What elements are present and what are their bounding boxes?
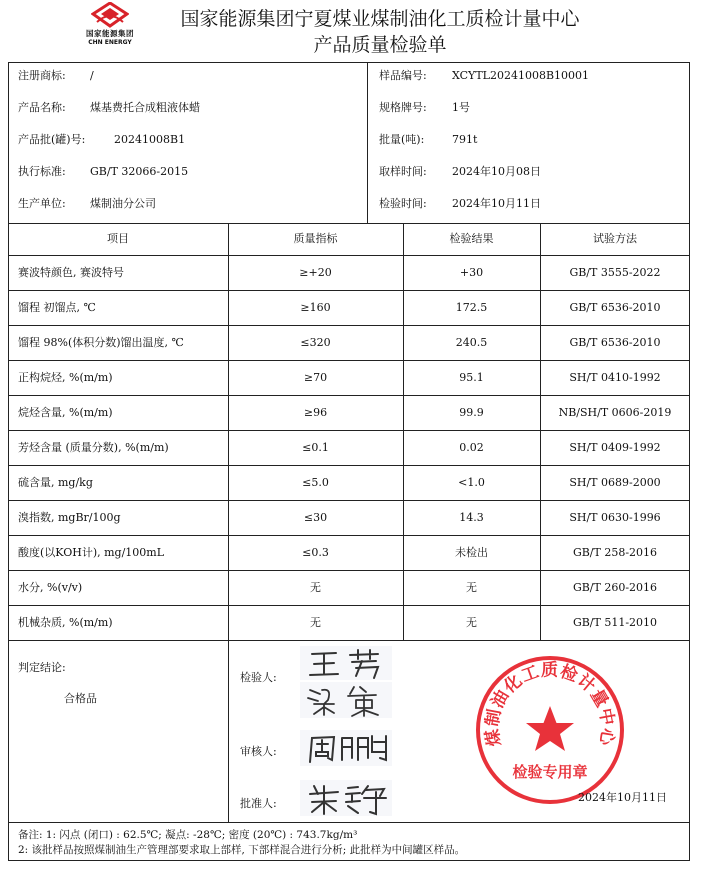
row-10-method: GB/T 260-2016 bbox=[572, 581, 658, 594]
row-1-method: GB/T 3555-2022 bbox=[569, 266, 661, 279]
product-name-value: 煤基费托合成粗液体蜡 bbox=[90, 101, 200, 114]
logo-cn-text: 国家能源集团 bbox=[86, 29, 134, 38]
spec-label: 规格牌号: bbox=[379, 101, 427, 114]
row-10-item: 水分, %(v/v) bbox=[18, 581, 83, 594]
row-6-method: SH/T 0409-1992 bbox=[569, 441, 661, 454]
trademark-value: / bbox=[90, 69, 94, 82]
header-method: 试验方法 bbox=[593, 232, 637, 245]
notes-line-2: 2: 该批样品按照煤制油生产管理部要求取上部样, 下部样混合进行分析; 此批样为中间罐区样品。 bbox=[18, 844, 466, 856]
row-3-method: GB/T 6536-2010 bbox=[569, 336, 661, 349]
sampling-time-value: 2024年10月08日 bbox=[452, 165, 541, 178]
row-9-method: GB/T 258-2016 bbox=[572, 546, 658, 559]
product-name-label: 产品名称: bbox=[18, 101, 66, 114]
chn-energy-logo bbox=[78, 2, 142, 46]
header-spec: 质量指标 bbox=[293, 232, 338, 245]
row-8-method: SH/T 0630-1996 bbox=[569, 511, 661, 524]
row-1-spec: ≥+20 bbox=[299, 266, 332, 279]
row-5-result: 99.9 bbox=[459, 406, 484, 419]
row-4-item: 正构烷烃, %(m/m) bbox=[18, 371, 113, 384]
row-2-spec: ≥160 bbox=[300, 301, 331, 314]
sample-no-value: XCYTL20241008B10001 bbox=[452, 69, 590, 82]
approver-signature bbox=[300, 780, 392, 816]
row-5-method: NB/SH/T 0606-2019 bbox=[558, 406, 672, 419]
test-time-label: 检验时间: bbox=[379, 197, 427, 210]
batch-value: 20241008B1 bbox=[114, 133, 186, 146]
row-7-item: 硫含量, mg/kg bbox=[18, 476, 93, 489]
inspection-stamp bbox=[470, 650, 630, 810]
batch-qty-value: 791t bbox=[452, 133, 478, 146]
logo-en-text: CHN ENERGY bbox=[88, 39, 132, 46]
row-5-item: 烷烃含量, %(m/m) bbox=[18, 406, 113, 419]
header-item: 项目 bbox=[107, 232, 129, 245]
spec-value: 1号 bbox=[452, 101, 470, 114]
page-subtitle: 产品质量检验单 bbox=[313, 34, 447, 56]
stamp-date: 2024年10月11日 bbox=[578, 791, 667, 804]
conclusion-value: 合格品 bbox=[64, 692, 97, 705]
row-2-method: GB/T 6536-2010 bbox=[569, 301, 661, 314]
row-7-result: <1.0 bbox=[458, 476, 485, 489]
row-6-spec: ≤0.1 bbox=[302, 441, 329, 454]
row-8-item: 溴指数, mgBr/100g bbox=[18, 511, 121, 524]
row-2-result: 172.5 bbox=[455, 301, 488, 314]
logo-mark-icon bbox=[91, 2, 129, 28]
row-4-spec: ≥70 bbox=[303, 371, 328, 384]
row-2-item: 馏程 初馏点, ℃ bbox=[18, 301, 96, 314]
batch-qty-label: 批量(吨): bbox=[379, 133, 425, 146]
standard-label: 执行标准: bbox=[18, 165, 66, 178]
inspector2-signature bbox=[300, 682, 392, 718]
row-7-method: SH/T 0689-2000 bbox=[569, 476, 661, 489]
standard-value: GB/T 32066-2015 bbox=[90, 165, 189, 178]
notes-line-1: 备注: 1: 闪点 (闭口) : 62.5℃; 凝点: -28℃; 密度 (20℃) : 743.7kg/m³ bbox=[18, 829, 358, 841]
row-6-item: 芳烃含量 (质量分数), %(m/m) bbox=[18, 441, 169, 454]
row-6-result: 0.02 bbox=[459, 441, 484, 454]
approver-label: 批准人: bbox=[240, 797, 277, 810]
stamp-bottom-text: 检验专用章 bbox=[512, 763, 588, 781]
row-9-item: 酸度(以KOH计), mg/100mL bbox=[18, 546, 165, 559]
producer-value: 煤制油分公司 bbox=[90, 197, 156, 210]
row-9-spec: ≤0.3 bbox=[302, 546, 329, 559]
conclusion-label: 判定结论: bbox=[18, 661, 66, 674]
reviewer-signature bbox=[300, 730, 392, 766]
inspector-signature bbox=[300, 646, 392, 680]
row-7-spec: ≤5.0 bbox=[302, 476, 329, 489]
row-1-result: +30 bbox=[459, 266, 484, 279]
row-11-item: 机械杂质, %(m/m) bbox=[18, 616, 113, 629]
row-10-spec: 无 bbox=[310, 581, 321, 594]
row-8-spec: ≤30 bbox=[303, 511, 328, 524]
trademark-label: 注册商标: bbox=[18, 69, 66, 82]
test-time-value: 2024年10月11日 bbox=[452, 197, 541, 210]
row-1-item: 赛波特颜色, 赛波特号 bbox=[18, 266, 124, 279]
row-10-result: 无 bbox=[466, 581, 477, 594]
page-title: 国家能源集团宁夏煤业煤制油化工质检计量中心 bbox=[180, 8, 580, 30]
inspector-label: 检验人: bbox=[240, 671, 277, 684]
row-9-result: 未检出 bbox=[455, 546, 488, 559]
header-result: 检验结果 bbox=[449, 232, 494, 245]
stamp-seal-icon bbox=[470, 650, 630, 810]
row-3-spec: ≤320 bbox=[300, 336, 331, 349]
sample-no-label: 样品编号: bbox=[379, 69, 427, 82]
row-5-spec: ≥96 bbox=[303, 406, 328, 419]
row-8-result: 14.3 bbox=[459, 511, 484, 524]
row-3-item: 馏程 98%(体积分数)馏出温度, ℃ bbox=[18, 336, 184, 349]
row-11-spec: 无 bbox=[310, 616, 321, 629]
batch-label: 产品批(罐)号: bbox=[18, 133, 86, 146]
row-11-method: GB/T 511-2010 bbox=[572, 616, 658, 629]
row-3-result: 240.5 bbox=[455, 336, 488, 349]
producer-label: 生产单位: bbox=[18, 197, 66, 210]
row-4-result: 95.1 bbox=[459, 371, 484, 384]
row-11-result: 无 bbox=[466, 616, 477, 629]
reviewer-label: 审核人: bbox=[240, 745, 277, 758]
row-4-method: SH/T 0410-1992 bbox=[569, 371, 661, 384]
stamp-arc-text: 煤制油化工质检计量中心 bbox=[482, 660, 618, 748]
sampling-time-label: 取样时间: bbox=[379, 165, 427, 178]
